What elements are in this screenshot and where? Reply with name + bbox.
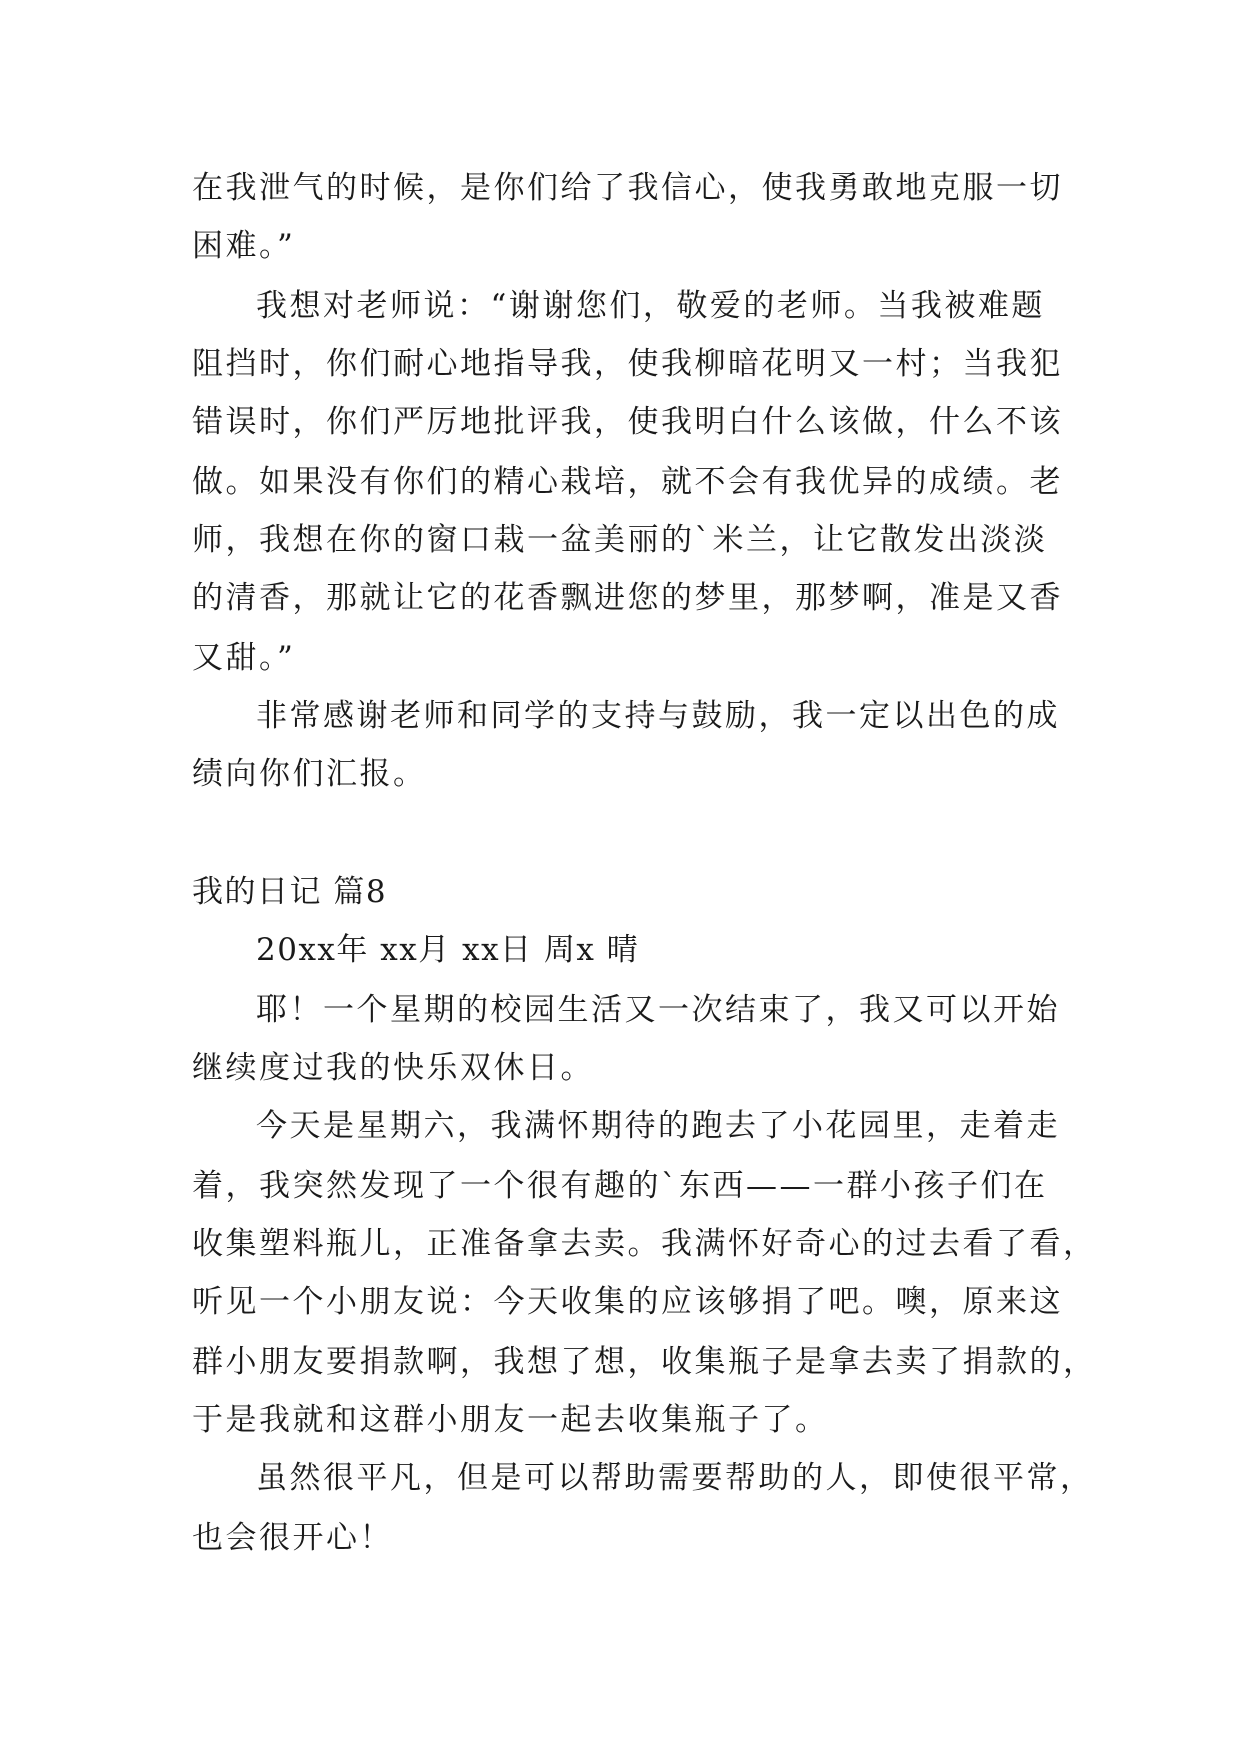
- paragraph-start-line: 我想对老师说：“谢谢您们，敬爱的老师。当我被难题: [256, 288, 1045, 324]
- text-line: 于是我就和这群小朋友一起去收集瓶子了。: [192, 1402, 829, 1438]
- paragraph-start-line: 虽然很平凡，但是可以帮助需要帮助的人，即使很平常，: [256, 1460, 1094, 1496]
- text-line: 阻挡时，你们耐心地指导我，使我柳暗花明又一村；当我犯: [192, 346, 1063, 382]
- text-line: 的清香，那就让它的花香飘进您的梦里，那梦啊，准是又香: [192, 580, 1063, 616]
- text-line: 继续度过我的快乐双休日。: [192, 1050, 594, 1086]
- text-line: 群小朋友要捐款啊，我想了想，收集瓶子是拿去卖了捐款的，: [192, 1344, 1097, 1380]
- text-line: 着，我突然发现了一个很有趣的`东西——一群小孩子们在: [192, 1168, 1048, 1204]
- text-line: 在我泄气的时候，是你们给了我信心，使我勇敢地克服一切: [192, 170, 1063, 206]
- text-line: 困难。”: [192, 228, 296, 264]
- text-line: 又甜。”: [192, 640, 296, 676]
- paragraph-start-line: 今天是星期六，我满怀期待的跑去了小花园里，走着走: [256, 1108, 1060, 1144]
- date-weather-line: 20xx年 xx月 xx日 周x 晴: [256, 932, 640, 968]
- text-line: 错误时，你们严厉地批评我，使我明白什么该做，什么不该: [192, 404, 1063, 440]
- text-line: 绩向你们汇报。: [192, 756, 427, 792]
- text-line: 也会很开心！: [192, 1520, 393, 1556]
- text-line: 听见一个小朋友说：今天收集的应该够捐了吧。噢，原来这: [192, 1284, 1063, 1320]
- paragraph-start-line: 非常感谢老师和同学的支持与鼓励，我一定以出色的成: [256, 698, 1060, 734]
- paragraph-start-line: 耶！一个星期的校园生活又一次结束了，我又可以开始: [256, 992, 1060, 1028]
- text-line: 做。如果没有你们的精心栽培，就不会有我优异的成绩。老: [192, 464, 1063, 500]
- section-heading: 我的日记 篇8: [192, 874, 388, 910]
- text-line: 师，我想在你的窗口栽一盆美丽的`米兰，让它散发出淡淡: [192, 522, 1048, 558]
- text-line: 收集塑料瓶儿，正准备拿去卖。我满怀好奇心的过去看了看，: [192, 1226, 1097, 1262]
